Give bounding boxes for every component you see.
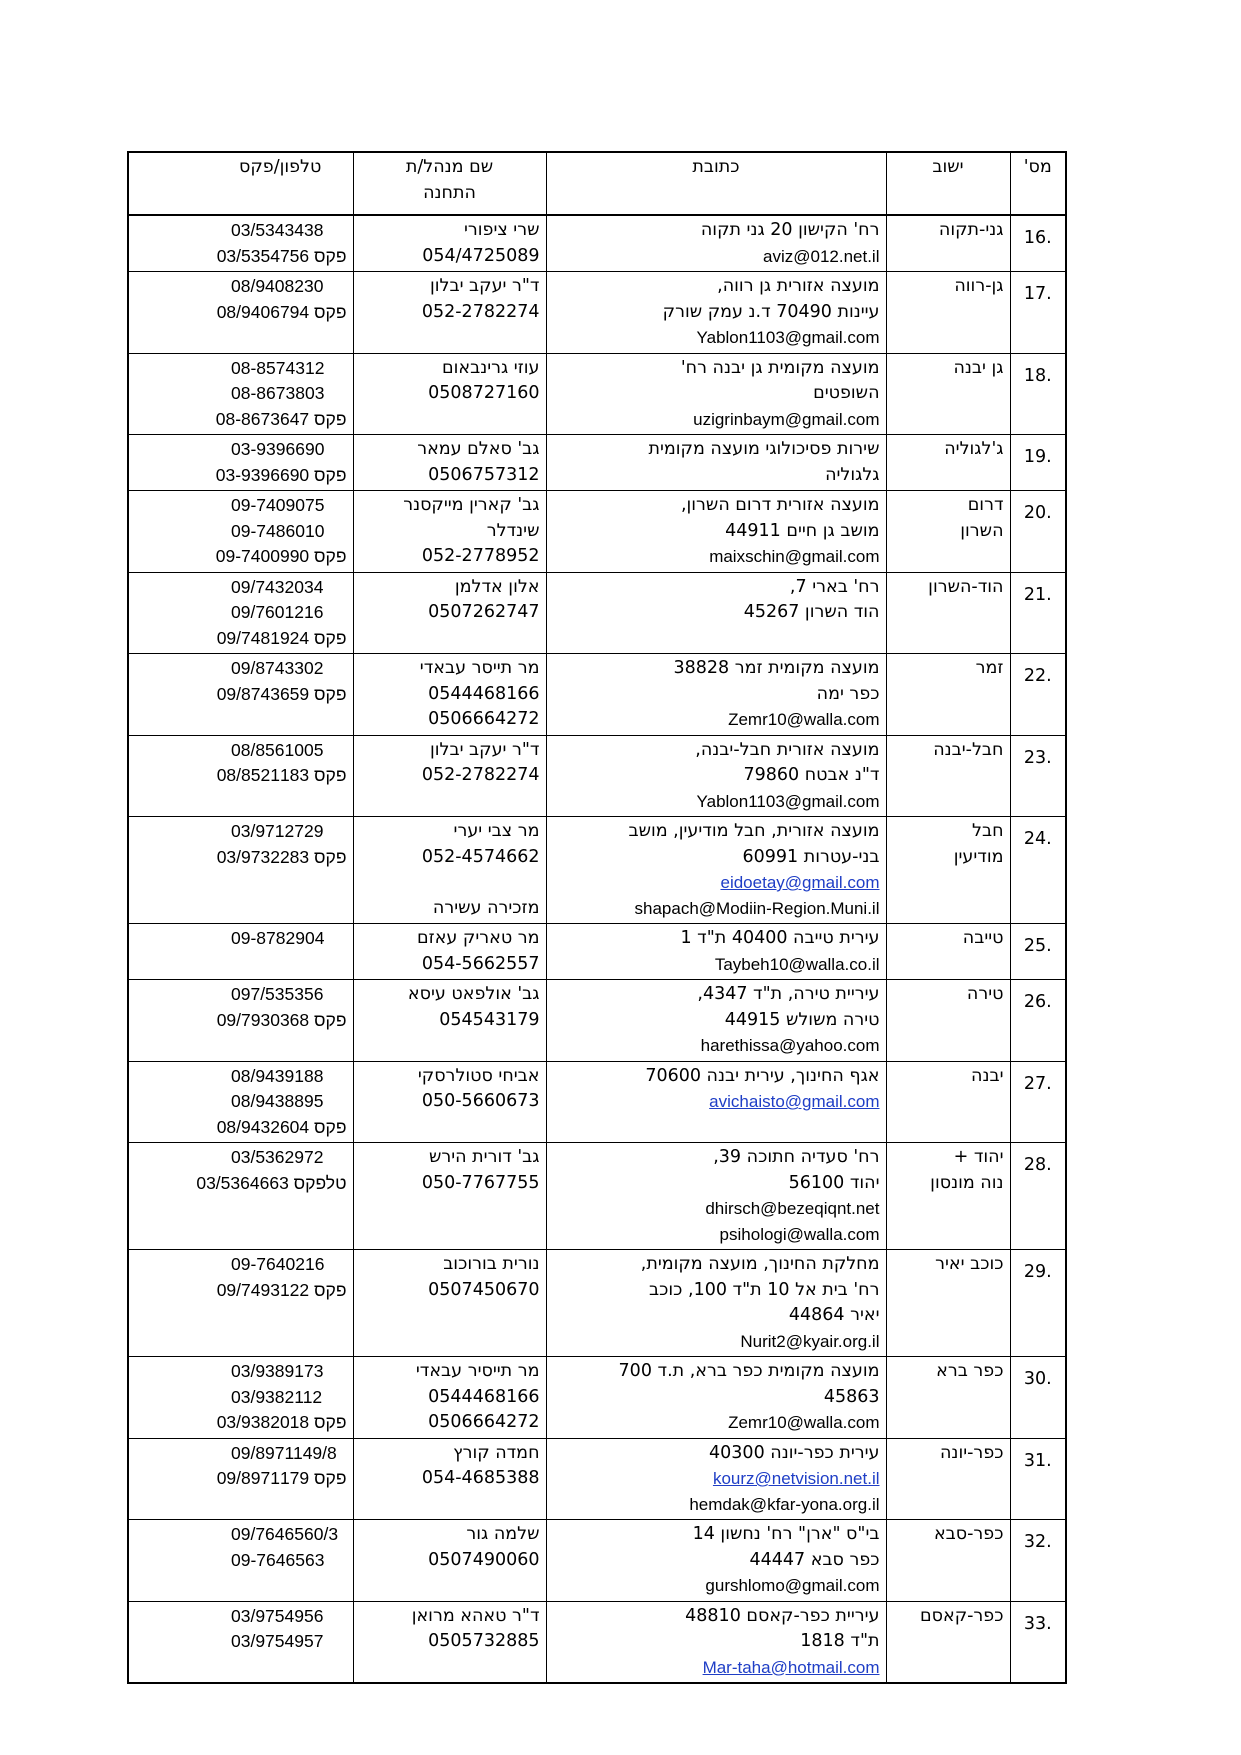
header-manager-line: שם מנהל/ת [405, 157, 494, 177]
manager-line: נורית בורוכוב [443, 1254, 540, 1274]
phone-cell [128, 1250, 353, 1357]
table-row [128, 1250, 1066, 1357]
manager-cell [353, 1357, 546, 1439]
phone-cell [128, 272, 353, 354]
address-line: עיריית טירה, ת"ד 4347, [697, 984, 880, 1004]
address-line: מועצה מקומית זמר 38828 [673, 658, 880, 678]
manager-line: 052-2778952 [421, 546, 540, 566]
row-number [1010, 353, 1066, 435]
phone-line: 03/5343438 [231, 220, 324, 240]
settlement-name: חבל-יבנה [933, 739, 1004, 760]
phone-cell [128, 1438, 353, 1520]
settlement-cell [886, 572, 1010, 654]
settlement-cell [886, 980, 1010, 1062]
settlement-cell [886, 924, 1010, 980]
row-number-text: .25 [1023, 936, 1052, 956]
manager-line: אלון אדלמן [454, 576, 540, 597]
phone-line: 03/9382112 [231, 1386, 323, 1407]
address-line: מושב גן חיים 44911 [725, 520, 880, 541]
address-line: מועצה אזורית גן רווה, [717, 276, 880, 296]
row-number [1010, 215, 1066, 272]
table-row [128, 1438, 1066, 1520]
address-cell [546, 1061, 886, 1143]
settlement-cell [886, 654, 1010, 736]
manager-line: ד"ר יעקב יבלון [429, 276, 540, 296]
row-number-text: .30 [1023, 1369, 1052, 1389]
manager-line: שרי ציפורי [463, 220, 540, 240]
manager-line: 054-4685388 [421, 1468, 540, 1488]
manager-cell [353, 1520, 546, 1602]
header-manager-line: התחנה [423, 182, 476, 203]
settlement-cell [886, 1357, 1010, 1439]
address-line: אגף החינוך, עירית יבנה 70600 [645, 1065, 880, 1086]
phone-line: פקס 03/9732283 [216, 846, 347, 867]
manager-line: גב' סאלם עמאר [417, 439, 540, 459]
row-number-text: .21 [1023, 584, 1052, 605]
address-cell [546, 735, 886, 817]
address-line: 45863 [823, 1386, 880, 1407]
address-line: ת"ד 1818 [800, 1631, 880, 1651]
phone-line: פקס 03/9382018 [216, 1412, 347, 1432]
phone-line: 03/9389173 [231, 1361, 324, 1381]
row-number [1010, 572, 1066, 654]
manager-line: 0544468166 [428, 1386, 540, 1407]
row-number-text: .16 [1023, 228, 1052, 248]
table-row [128, 572, 1066, 654]
phone-line: 09-7640216 [231, 1254, 325, 1274]
manager-cell [353, 1438, 546, 1520]
address-cell [546, 817, 886, 924]
address-cell [546, 435, 886, 491]
address-line: עירית כפר-יונה 40300 [709, 1442, 880, 1463]
table-row [128, 924, 1066, 980]
settlement-name: חבל [972, 821, 1004, 841]
table-row [128, 1520, 1066, 1602]
settlement-cell [886, 1143, 1010, 1250]
phone-cell [128, 215, 353, 272]
phone-line: 03/9754956 [231, 1605, 324, 1626]
email-text: aviz@012.net.il [763, 246, 880, 266]
address-line: גלגוליה [825, 464, 880, 485]
manager-line: ד"ר טאהא מרואן [411, 1605, 540, 1626]
row-number [1010, 1250, 1066, 1357]
phone-cell [128, 654, 353, 736]
address-cell [546, 1601, 886, 1683]
phone-cell [128, 491, 353, 573]
row-number-text: .24 [1023, 829, 1052, 849]
email-text: Zemr10@walla.com [728, 1413, 880, 1432]
address-line: יהוד 56100 [788, 1172, 880, 1193]
address-cell [546, 215, 886, 272]
row-number-text: .23 [1023, 747, 1052, 768]
manager-line: גב' אולפאט עיסא [407, 984, 540, 1004]
address-cell [546, 1520, 886, 1602]
phone-line: 08-8574312 [231, 357, 325, 378]
address-line: רח' בית אל 10 ת"ד 100, כוכב [649, 1279, 880, 1300]
manager-cell [353, 1143, 546, 1250]
address-cell [546, 353, 886, 435]
manager-cell [353, 1250, 546, 1357]
manager-line: מר תייסר עבאדי [419, 658, 540, 678]
address-line: רח' בארי 7, [789, 576, 880, 597]
manager-cell [353, 924, 546, 980]
email-link[interactable]: avichaisto@gmail.com [709, 1092, 880, 1111]
phone-line: טלפקס 03/5364663 [196, 1172, 347, 1193]
email-text: Nurit2@kyair.org.il [740, 1331, 880, 1351]
settlement-cell [886, 1061, 1010, 1143]
email-text: Taybeh10@walla.co.il [714, 954, 880, 974]
settlement-cell [886, 435, 1010, 491]
address-cell [546, 1357, 886, 1439]
phone-line: 09-7409075 [231, 495, 325, 515]
address-cell [546, 1250, 886, 1357]
phone-cell [128, 1061, 353, 1143]
manager-line: 0506664272 [428, 709, 540, 729]
phone-cell [128, 924, 353, 980]
row-number [1010, 1357, 1066, 1439]
phone-line: 08/8561005 [231, 739, 324, 760]
manager-cell [353, 491, 546, 573]
manager-cell [353, 215, 546, 272]
header-row [128, 152, 1066, 215]
manager-line: 0507450670 [428, 1279, 540, 1300]
settlement-name: כפר-קאסם [920, 1605, 1004, 1626]
phone-cell [128, 1143, 353, 1250]
manager-cell [353, 980, 546, 1062]
settlement-name: זמר [975, 658, 1004, 678]
address-cell [546, 924, 886, 980]
manager-line: 052-2782274 [421, 301, 540, 322]
phone-line: 09/7432034 [231, 576, 324, 597]
phone-line: 09-7486010 [231, 520, 325, 541]
settlement-name: דרום [967, 495, 1004, 515]
row-number-text: .26 [1023, 992, 1052, 1012]
phone-line: 09/8743302 [231, 658, 324, 678]
table-row [128, 980, 1066, 1062]
row-number-text: .19 [1023, 447, 1052, 467]
manager-line: 0544468166 [428, 683, 540, 704]
phone-line: פקס 08/8521183 [216, 765, 347, 785]
manager-line: מר צבי יערי [453, 821, 540, 841]
address-line: עיינות 70490 ד.נ עמק שורק [662, 301, 880, 322]
manager-line: עוזי גרינבאום [442, 357, 540, 378]
phone-line: פקס 09/8971179 [216, 1468, 347, 1488]
header-phone: טלפון/פקס [128, 152, 353, 215]
row-number [1010, 272, 1066, 354]
phone-line: 03/9754957 [231, 1631, 324, 1651]
row-number-text: .17 [1023, 284, 1052, 304]
address-line: רח' סעדיה חתוכה 39, [713, 1147, 880, 1167]
table-row [128, 435, 1066, 491]
settlement-name: גני-תקוה [938, 220, 1004, 240]
manager-line: 054543179 [439, 1009, 540, 1030]
row-number [1010, 1061, 1066, 1143]
table-row [128, 1143, 1066, 1250]
settlement-name: נוה מונסון [930, 1172, 1004, 1193]
phone-line: 08/9438895 [231, 1091, 324, 1111]
phone-line: 08-8673803 [231, 383, 325, 403]
manager-line: 0506664272 [428, 1412, 540, 1432]
address-line: כפר ימה [816, 683, 880, 704]
settlement-name: כפר ברא [936, 1361, 1004, 1381]
row-number-text: .32 [1023, 1532, 1052, 1552]
row-number [1010, 1520, 1066, 1602]
address-cell [546, 980, 886, 1062]
manager-line: גב' דורית הירש [428, 1147, 540, 1167]
manager-cell [353, 735, 546, 817]
email-text: uzigrinbaym@gmail.com [693, 409, 880, 429]
manager-line: אביחי סטולרסקי [417, 1065, 540, 1086]
manager-line: מר טאריק עאזם [417, 928, 540, 948]
manager-line: 054/4725089 [422, 245, 540, 266]
address-line: בי"ס "ארן" רח' נחשון 14 [692, 1524, 880, 1544]
row-number [1010, 924, 1066, 980]
phone-line: 097/535356 [231, 984, 324, 1004]
table-row [128, 654, 1066, 736]
address-line: מועצה מקומית גן יבנה רח' [680, 357, 880, 378]
manager-line: גב' קארין מייקסנר [403, 495, 540, 515]
manager-line: 0506757312 [428, 464, 540, 485]
address-line: מועצה אזורית דרום השרון, [680, 495, 880, 515]
manager-line: 050-5660673 [421, 1091, 540, 1111]
address-line: בני-עטרות 60991 [742, 846, 880, 867]
header-manager [353, 152, 546, 215]
row-number-text: .18 [1023, 365, 1052, 386]
email-text: dhirsch@bezeqiqnt.net [705, 1199, 880, 1218]
settlement-name: גן יבנה [953, 357, 1004, 378]
email-link[interactable]: Mar-taha@hotmail.com [702, 1657, 880, 1677]
table-row [128, 735, 1066, 817]
settlement-name: טירה [966, 984, 1004, 1004]
manager-cell [353, 654, 546, 736]
phone-line: 03/5362972 [231, 1147, 324, 1167]
settlement-cell [886, 272, 1010, 354]
manager-line [360, 870, 540, 896]
phone-line: 09-7646563 [231, 1549, 325, 1570]
settlement-name: ג'לגוליה [944, 439, 1004, 459]
phone-cell [128, 1357, 353, 1439]
phone-line: 09/7646560/3 [231, 1524, 339, 1544]
email-text: psihologi@walla.com [719, 1224, 880, 1244]
table-row [128, 1357, 1066, 1439]
phone-line: 09-8782904 [231, 928, 325, 948]
address-cell [546, 1438, 886, 1520]
manager-line: 0508727160 [428, 383, 540, 403]
manager-line: שלמה גור [466, 1524, 540, 1544]
settlement-name: הוד-השרון [928, 576, 1004, 597]
settlement-name: השרון [960, 520, 1004, 541]
phone-line: פקס 09/8743659 [216, 683, 347, 704]
settlement-cell [886, 817, 1010, 924]
settlement-name: כוכב יאיר [935, 1254, 1004, 1274]
manager-cell [353, 272, 546, 354]
address-line: מחלקת החינוך, מועצה מקומית, [640, 1254, 880, 1274]
manager-cell [353, 817, 546, 924]
email-text: harethissa@yahoo.com [700, 1036, 880, 1055]
email-link[interactable]: kourz@netvision.net.il [712, 1469, 880, 1488]
phone-line: פקס 09/7930368 [216, 1009, 347, 1030]
settlement-cell [886, 1250, 1010, 1357]
row-number-text: .28 [1023, 1155, 1052, 1175]
directory-table [127, 151, 1067, 1684]
table-row [128, 491, 1066, 573]
phone-cell [128, 572, 353, 654]
settlement-cell [886, 1438, 1010, 1520]
address-line: השופטים [813, 383, 880, 403]
email-text: shapach@Modiin-Region.Muni.il [634, 898, 880, 918]
phone-line: 09/7601216 [231, 602, 324, 622]
phone-line: פקס 03-9396690 [215, 464, 347, 485]
settlement-name: כפר-יונה [940, 1442, 1004, 1463]
row-number-text: .27 [1023, 1073, 1052, 1094]
phone-cell [128, 435, 353, 491]
manager-line: 052-2782274 [421, 765, 540, 785]
manager-line: 052-4574662 [421, 846, 540, 867]
address-line: עירית טייבה 40400 ת"ד 1 [680, 928, 880, 948]
phone-line: 08/9408230 [231, 276, 324, 296]
phone-cell [128, 353, 353, 435]
address-cell [546, 272, 886, 354]
manager-line: 0505732885 [428, 1631, 540, 1651]
phone-line: פקס 09-7400990 [215, 546, 347, 566]
row-number [1010, 654, 1066, 736]
phone-line: 03-9396690 [231, 439, 325, 459]
manager-cell [353, 435, 546, 491]
table-row [128, 817, 1066, 924]
manager-line: 054-5662557 [421, 953, 540, 974]
email-text: Yablon1103@gmail.com [696, 328, 880, 347]
row-number [1010, 817, 1066, 924]
address-line: רח' הקישון 20 גני תקוה [700, 220, 880, 240]
row-number [1010, 980, 1066, 1062]
row-number [1010, 435, 1066, 491]
settlement-name: יבנה [971, 1065, 1004, 1086]
header-number: מס' [1010, 152, 1066, 215]
phone-line: פקס 08/9406794 [216, 301, 347, 322]
manager-line: מזכירה עשירה [432, 897, 540, 918]
settlement-name: יהוד + [953, 1147, 1004, 1167]
manager-line: מר תייסיר עבאדי [415, 1361, 540, 1381]
row-number-text: .20 [1023, 503, 1052, 523]
phone-line: פקס 08/9432604 [216, 1116, 347, 1137]
manager-line: 050-7767755 [421, 1172, 540, 1193]
email-text: Zemr10@walla.com [728, 710, 880, 729]
manager-cell [353, 1601, 546, 1683]
row-number [1010, 735, 1066, 817]
row-number-text: .33 [1023, 1613, 1052, 1634]
row-number [1010, 1438, 1066, 1520]
manager-cell [353, 353, 546, 435]
address-cell [546, 1143, 886, 1250]
phone-cell [128, 735, 353, 817]
table-row [128, 1061, 1066, 1143]
manager-line: 0507490060 [428, 1549, 540, 1570]
phone-line: פקס 08-8673647 [215, 408, 347, 429]
email-text: gurshlomo@gmail.com [705, 1576, 880, 1595]
table-row [128, 1601, 1066, 1683]
header-settlement: ישוב [886, 152, 1010, 215]
phone-line: 03/9712729 [231, 821, 324, 841]
address-line: ד"נ אבטח 79860 [743, 765, 880, 785]
row-number [1010, 491, 1066, 573]
address-line: הוד השרון 45267 [743, 602, 880, 622]
manager-line: 0507262747 [428, 602, 540, 622]
address-cell [546, 572, 886, 654]
header-address: כתובת [546, 152, 886, 215]
address-line: שירות פסיכולוגי מועצה מקומית [648, 439, 880, 459]
settlement-cell [886, 1520, 1010, 1602]
email-text: maixschin@gmail.com [709, 547, 880, 566]
row-number [1010, 1601, 1066, 1683]
address-line: עיריית כפר-קאסם 48810 [685, 1605, 880, 1626]
settlement-cell [886, 491, 1010, 573]
address-line: כפר סבא 44447 [749, 1549, 880, 1570]
settlement-cell [886, 735, 1010, 817]
address-line: מועצה אזורית חבל-יבנה, [695, 739, 880, 760]
row-number-text: .29 [1023, 1262, 1052, 1282]
phone-cell [128, 1520, 353, 1602]
address-cell [546, 491, 886, 573]
phone-line: 09/8971149/8 [231, 1442, 337, 1463]
settlement-name: טייבה [962, 928, 1004, 948]
address-line: יאיר 44864 [788, 1305, 880, 1325]
address-line: מועצה אזורית, חבל מודיעין, מושב [628, 821, 880, 841]
settlement-name: מודיעין [953, 846, 1004, 867]
manager-cell [353, 1061, 546, 1143]
email-link[interactable]: eidoetay@gmail.com [720, 873, 880, 892]
phone-cell [128, 980, 353, 1062]
phone-line: 08/9439188 [231, 1065, 324, 1086]
phone-cell [128, 817, 353, 924]
settlement-name: גן-רווה [954, 276, 1004, 296]
email-text: Yablon1103@gmail.com [696, 791, 880, 811]
row-number-text: .22 [1023, 666, 1052, 686]
table-row [128, 272, 1066, 354]
manager-line: ד"ר יעקב יבלון [429, 739, 540, 760]
settlement-cell [886, 1601, 1010, 1683]
address-line: טירה משולש 44915 [724, 1009, 880, 1030]
phone-line: פקס 09/7481924 [216, 627, 347, 648]
manager-line: חמדה קורץ [453, 1442, 540, 1463]
table-row [128, 353, 1066, 435]
manager-line: שינדלר [486, 520, 540, 541]
address-line: מועצה מקומית כפר ברא, ת.ד 700 [618, 1361, 880, 1381]
phone-cell [128, 1601, 353, 1683]
row-number [1010, 1143, 1066, 1250]
phone-line: פקס 03/5354756 [216, 245, 347, 266]
settlement-cell [886, 353, 1010, 435]
phone-line: פקס 09/7493122 [216, 1279, 347, 1300]
manager-cell [353, 572, 546, 654]
settlement-cell [886, 215, 1010, 272]
email-text: hemdak@kfar-yona.org.il [689, 1494, 880, 1514]
row-number-text: .31 [1023, 1450, 1052, 1471]
settlement-name: כפר-סבא [933, 1524, 1004, 1544]
address-cell [546, 654, 886, 736]
table-row [128, 215, 1066, 272]
